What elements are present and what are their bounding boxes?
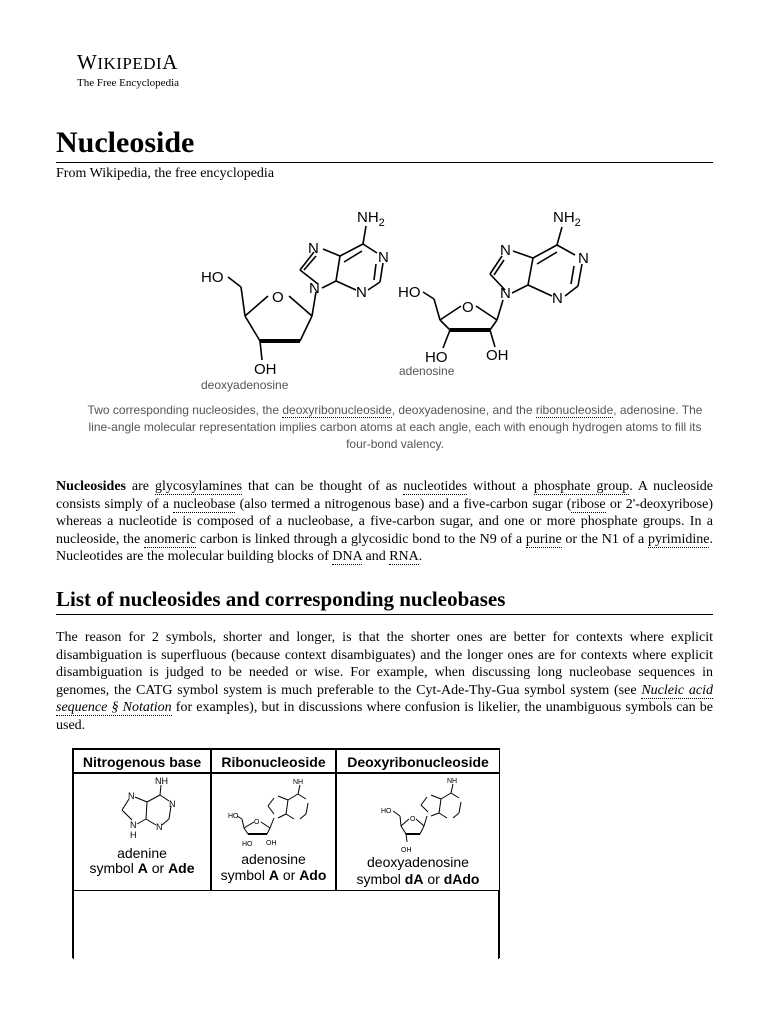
svg-text:O: O — [254, 819, 260, 826]
svg-text:N: N — [169, 799, 176, 809]
cell-deoxyadenosine — [336, 773, 500, 891]
n9-label-2: N — [500, 285, 511, 302]
svg-text:NH: NH — [293, 779, 304, 786]
adenine-name: adenine — [117, 845, 167, 861]
phosphate-group-link[interactable]: phosphate group — [533, 479, 630, 494]
deoxyadenosine-label: deoxyadenosine — [201, 378, 289, 392]
n9-label: N — [309, 280, 320, 297]
svg-text:N: N — [128, 791, 135, 801]
n3-label-2: N — [552, 290, 563, 307]
ribose-link[interactable]: ribose — [571, 496, 606, 512]
ho-label: HO — [201, 269, 224, 286]
svg-text:N: N — [156, 822, 163, 832]
oh-label-2: OH — [486, 347, 509, 364]
n7-label-2: N — [500, 242, 511, 259]
svg-text:N: N — [130, 820, 137, 830]
svg-text:H: H — [130, 830, 137, 840]
n3-label: N — [356, 284, 367, 301]
page-title: Nucleoside — [56, 124, 713, 163]
table-next-row — [73, 890, 499, 959]
figure-caption: Two corresponding nucleosides, the deoxyribonucleoside, deoxyadenosine, and the ribonucleoside, adenosine. The line-angle molecular representation implies carbon atoms at each angle, each with enough hydrogen atoms to fill its four-bond valency. — [87, 403, 703, 451]
o-label-2: O — [462, 299, 474, 316]
section-paragraph: The reason for 2 symbols, shorter and longer, is that the shorter ones are better for contexts where explicit disambiguation is superfluous (because context disambiguates) and the longer ones are for contexts where explicit disambiguation is judged to be needed or wise. For example, when discussing long nucleobase sequences in genomes, the CATG symbol system is much preferable to the Cyt-Ade-Thy-Gua symbol system (see Nucleic acid sequence § Notation for examples), but in discussions where confusion is likelier, the unambiguous symbols can be used. — [56, 630, 714, 733]
n1-label-2: N — [578, 250, 589, 267]
ribonucleoside-link[interactable]: ribonucleoside — [535, 403, 614, 417]
anomeric-link[interactable]: anomeric — [144, 531, 197, 547]
molecule-diagrams — [0, 200, 768, 400]
nucleotides-link[interactable]: nucleotides — [403, 479, 468, 494]
wikipedia-logo[interactable] — [77, 52, 179, 90]
deoxyadenosine-name: deoxyadenosine — [367, 854, 469, 870]
ho-label-3: HO — [425, 349, 448, 366]
adenosine-symbol: symbol A or Ado — [220, 867, 327, 883]
svg-text:HO: HO — [242, 841, 253, 848]
svg-text:HO: HO — [381, 808, 392, 815]
deoxyadenosine-small-structure — [337, 774, 501, 856]
ho-label-2: HO — [398, 284, 421, 301]
header-deoxyribonucleoside: Deoxyribonucleoside — [336, 749, 500, 773]
adenine-structure — [74, 774, 212, 846]
o-label: O — [272, 289, 284, 306]
nucleoside-figure — [0, 200, 768, 400]
svg-text:OH: OH — [401, 847, 412, 854]
logo-wordmark: WIKIPEDIA — [77, 50, 178, 74]
rna-link[interactable]: RNA — [389, 549, 419, 564]
nucleic-acid-notation-link[interactable]: Nucleic acid sequence § Notation — [56, 682, 713, 715]
adenosine-label: adenosine — [399, 364, 455, 378]
svg-text:NH: NH — [155, 776, 168, 786]
adenosine-small-structure — [212, 774, 337, 852]
section-heading: List of nucleosides and corresponding nucleobases — [56, 586, 713, 615]
purine-link[interactable]: purine — [525, 531, 562, 547]
page-subtitle: From Wikipedia, the free encyclopedia — [56, 166, 275, 181]
logo-tagline: The Free Encyclopedia — [77, 77, 180, 89]
svg-text:O: O — [410, 816, 416, 823]
dna-link[interactable]: DNA — [332, 549, 362, 564]
nucleoside-table — [72, 748, 500, 958]
header-nitrogenous-base: Nitrogenous base — [73, 749, 211, 773]
deoxyribonucleoside-link[interactable]: deoxyribonucleoside — [282, 403, 392, 417]
glycosylamines-link[interactable]: glycosylamines — [154, 479, 243, 494]
svg-text:NH: NH — [447, 778, 458, 785]
header-ribonucleoside: Ribonucleoside — [211, 749, 336, 773]
cell-adenosine — [211, 773, 336, 891]
nucleobase-link[interactable]: nucleobase — [173, 496, 236, 512]
nh2-label: $NH_2$ — [357, 209, 385, 229]
intro-paragraph: Nucleosides are glycosylamines that can be thought of as nucleotides without a phosphate group. A nucleoside consists simply of a nucleobase (also termed a nitrogenous base) and a five-carbon sugar (ribose or 2'-deoxyribose) whereas a nucleotide is composed of a nucleobase, a five-carbon sugar, and one or more phosphate groups. In a nucleoside, the anomeric carbon is linked through a glycosidic bond to the N9 of a purine or the N1 of a pyrimidine. Nucleotides are the molecular building blocks of DNA and RNA. — [56, 479, 713, 564]
adenine-symbol: symbol A or Ade — [89, 860, 195, 876]
adenosine-name: adenosine — [241, 851, 306, 867]
svg-text:OH: OH — [266, 840, 277, 847]
nh2-label-2: $NH_2$ — [553, 209, 581, 229]
cell-adenine — [73, 773, 211, 891]
svg-text:HO: HO — [228, 813, 239, 820]
deoxyadenosine-symbol: symbol dA or dAdo — [356, 871, 480, 887]
pyrimidine-link[interactable]: pyrimidine — [648, 531, 710, 547]
oh-label: OH — [254, 361, 277, 378]
n7-label: N — [308, 240, 319, 257]
n1-label: N — [378, 249, 389, 266]
